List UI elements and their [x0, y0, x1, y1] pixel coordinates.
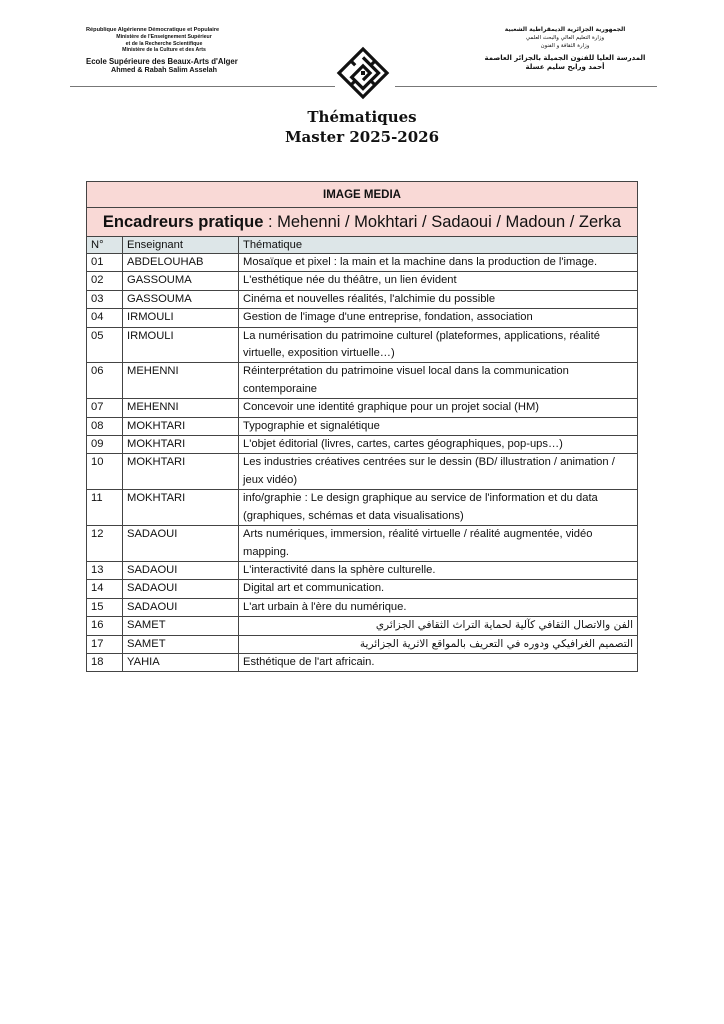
row-number: 04: [87, 309, 123, 327]
table-row: [87, 399, 638, 417]
row-teacher: SADAOUI: [123, 561, 239, 579]
row-number: 15: [87, 598, 123, 616]
supervisors-names: Mehenni / Mokhtari / Sadaoui / Madoun / Zerka: [277, 212, 622, 231]
row-teacher: MOKHTARI: [123, 436, 239, 454]
school-subname-ar: أحمد ورابح سليم عسلة: [525, 63, 605, 71]
row-theme: التصميم الغرافيكي ودوره في التعريف بالمواقع الاثرية الجزائرية: [239, 635, 638, 653]
row-teacher: IRMOULI: [123, 309, 239, 327]
section-row: [87, 182, 638, 208]
row-teacher: MEHENNI: [123, 363, 239, 399]
row-theme: Cinéma et nouvelles réalités, l'alchimie du possible: [239, 290, 638, 308]
table-row: [87, 598, 638, 616]
row-number: 12: [87, 526, 123, 562]
row-teacher: SAMET: [123, 635, 239, 653]
row-theme: Concevoir une identité graphique pour un projet social (HM): [239, 399, 638, 417]
table-row: [87, 526, 638, 562]
row-theme: Esthétique de l'art africain.: [239, 653, 638, 671]
section-title: IMAGE MEDIA: [87, 182, 638, 208]
republic-name: République Algérienne Démocratique et Populaire: [86, 27, 220, 33]
page-subtitle: Master 2025-2026: [284, 128, 440, 146]
column-header-theme: Thématique: [239, 237, 638, 254]
school-subname: Ahmed & Rabah Salim Asselah: [111, 64, 217, 74]
row-number: 03: [87, 290, 123, 308]
supervisors-separator: :: [263, 212, 278, 231]
header-right-arabic: [480, 25, 650, 72]
table-row: [87, 490, 638, 526]
row-number: 07: [87, 399, 123, 417]
row-teacher: YAHIA: [123, 653, 239, 671]
table-row: [87, 417, 638, 435]
row-number: 08: [87, 417, 123, 435]
row-theme: info/graphie : Le design graphique au service de l'information et du data (graphiques, schémas et data visualisations): [239, 490, 638, 526]
row-number: 13: [87, 561, 123, 579]
row-teacher: SADAOUI: [123, 580, 239, 598]
row-number: 11: [87, 490, 123, 526]
row-teacher: SADAOUI: [123, 598, 239, 616]
table-row: [87, 309, 638, 327]
row-number: 17: [87, 635, 123, 653]
row-theme: Arts numériques, immersion, réalité virtuelle / réalité augmentée, vidéo mapping.: [239, 526, 638, 562]
table-row: [87, 436, 638, 454]
row-teacher: GASSOUMA: [123, 290, 239, 308]
school-logo-icon: [334, 44, 392, 102]
supervisors-label: Encadreurs pratique: [102, 212, 264, 231]
row-teacher: MOKHTARI: [123, 417, 239, 435]
row-teacher: IRMOULI: [123, 327, 239, 363]
table-row: [87, 561, 638, 579]
row-teacher: SAMET: [123, 617, 239, 635]
row-theme: L'esthétique née du théâtre, un lien évident: [239, 272, 638, 290]
row-theme: La numérisation du patrimoine culturel (plateformes, applications, réalité virtuelle, exposition virtuelle…): [239, 327, 638, 363]
row-teacher: ABDELOUHAB: [123, 254, 239, 272]
column-header-number: N°: [87, 237, 123, 254]
row-number: 06: [87, 363, 123, 399]
row-teacher: SADAOUI: [123, 526, 239, 562]
row-number: 05: [87, 327, 123, 363]
supervisors-cell: [87, 208, 638, 237]
row-theme: الفن والاتصال الثقافي كآلية لحماية التراث الثقافي الجزائري: [239, 617, 638, 635]
ministry-higher-education-ar: وزارة التعليم العالي والبحث العلمي: [525, 35, 605, 41]
republic-name-ar: الجمهورية الجزائرية الديمقراطية الشعبية: [504, 26, 626, 33]
row-number: 01: [87, 254, 123, 272]
row-theme: L'objet éditorial (livres, cartes, cartes géographiques, pop-ups…): [239, 436, 638, 454]
ministry-culture-ar: وزارة الثقافة و الفنون: [540, 43, 590, 49]
row-number: 18: [87, 653, 123, 671]
row-theme: Réinterprétation du patrimoine visuel local dans la communication contemporaine: [239, 363, 638, 399]
table-row: [87, 254, 638, 272]
row-teacher: MOKHTARI: [123, 490, 239, 526]
themes-table: [86, 181, 638, 672]
row-theme: Gestion de l'image d'une entreprise, fondation, association: [239, 309, 638, 327]
header-left-french: [84, 27, 284, 74]
row-theme: L'art urbain à l'ère du numérique.: [239, 598, 638, 616]
school-name-ar: المدرسة العليا للفنون الجميلة بالجزائر العاصمة: [484, 54, 646, 62]
ministry-culture: Ministère de la Culture et des Arts: [122, 47, 206, 54]
page-title: Thématiques: [307, 108, 417, 126]
row-number: 16: [87, 617, 123, 635]
table-row: [87, 272, 638, 290]
row-number: 10: [87, 454, 123, 490]
row-theme: Mosaïque et pixel : la main et la machine dans la production de l'image.: [239, 254, 638, 272]
row-number: 02: [87, 272, 123, 290]
header-divider-left: [70, 86, 335, 87]
row-teacher: GASSOUMA: [123, 272, 239, 290]
row-theme: Typographie et signalétique: [239, 417, 638, 435]
table-row: [87, 327, 638, 363]
row-theme: Digital art et communication.: [239, 580, 638, 598]
table-row: [87, 454, 638, 490]
column-header-row: [87, 237, 638, 254]
table-row: [87, 653, 638, 671]
row-number: 14: [87, 580, 123, 598]
table-row: [87, 635, 638, 653]
row-theme: L'interactivité dans la sphère culturelle.: [239, 561, 638, 579]
column-header-teacher: Enseignant: [123, 237, 239, 254]
table-row: [87, 363, 638, 399]
supervisors-row: [87, 208, 638, 237]
table-row: [87, 580, 638, 598]
row-number: 09: [87, 436, 123, 454]
ministry-research: et de la Recherche Scientifique: [125, 40, 203, 47]
table-row: [87, 290, 638, 308]
table-row: [87, 617, 638, 635]
header-divider-right: [395, 86, 657, 87]
row-teacher: MEHENNI: [123, 399, 239, 417]
row-teacher: MOKHTARI: [123, 454, 239, 490]
row-theme: Les industries créatives centrées sur le dessin (BD/ illustration / animation / jeux vidéo): [239, 454, 638, 490]
school-name: Ecole Supérieure des Beaux-Arts d'Alger: [86, 56, 238, 66]
ministry-higher-education: Ministère de l'Enseignement Supérieur: [116, 34, 212, 40]
